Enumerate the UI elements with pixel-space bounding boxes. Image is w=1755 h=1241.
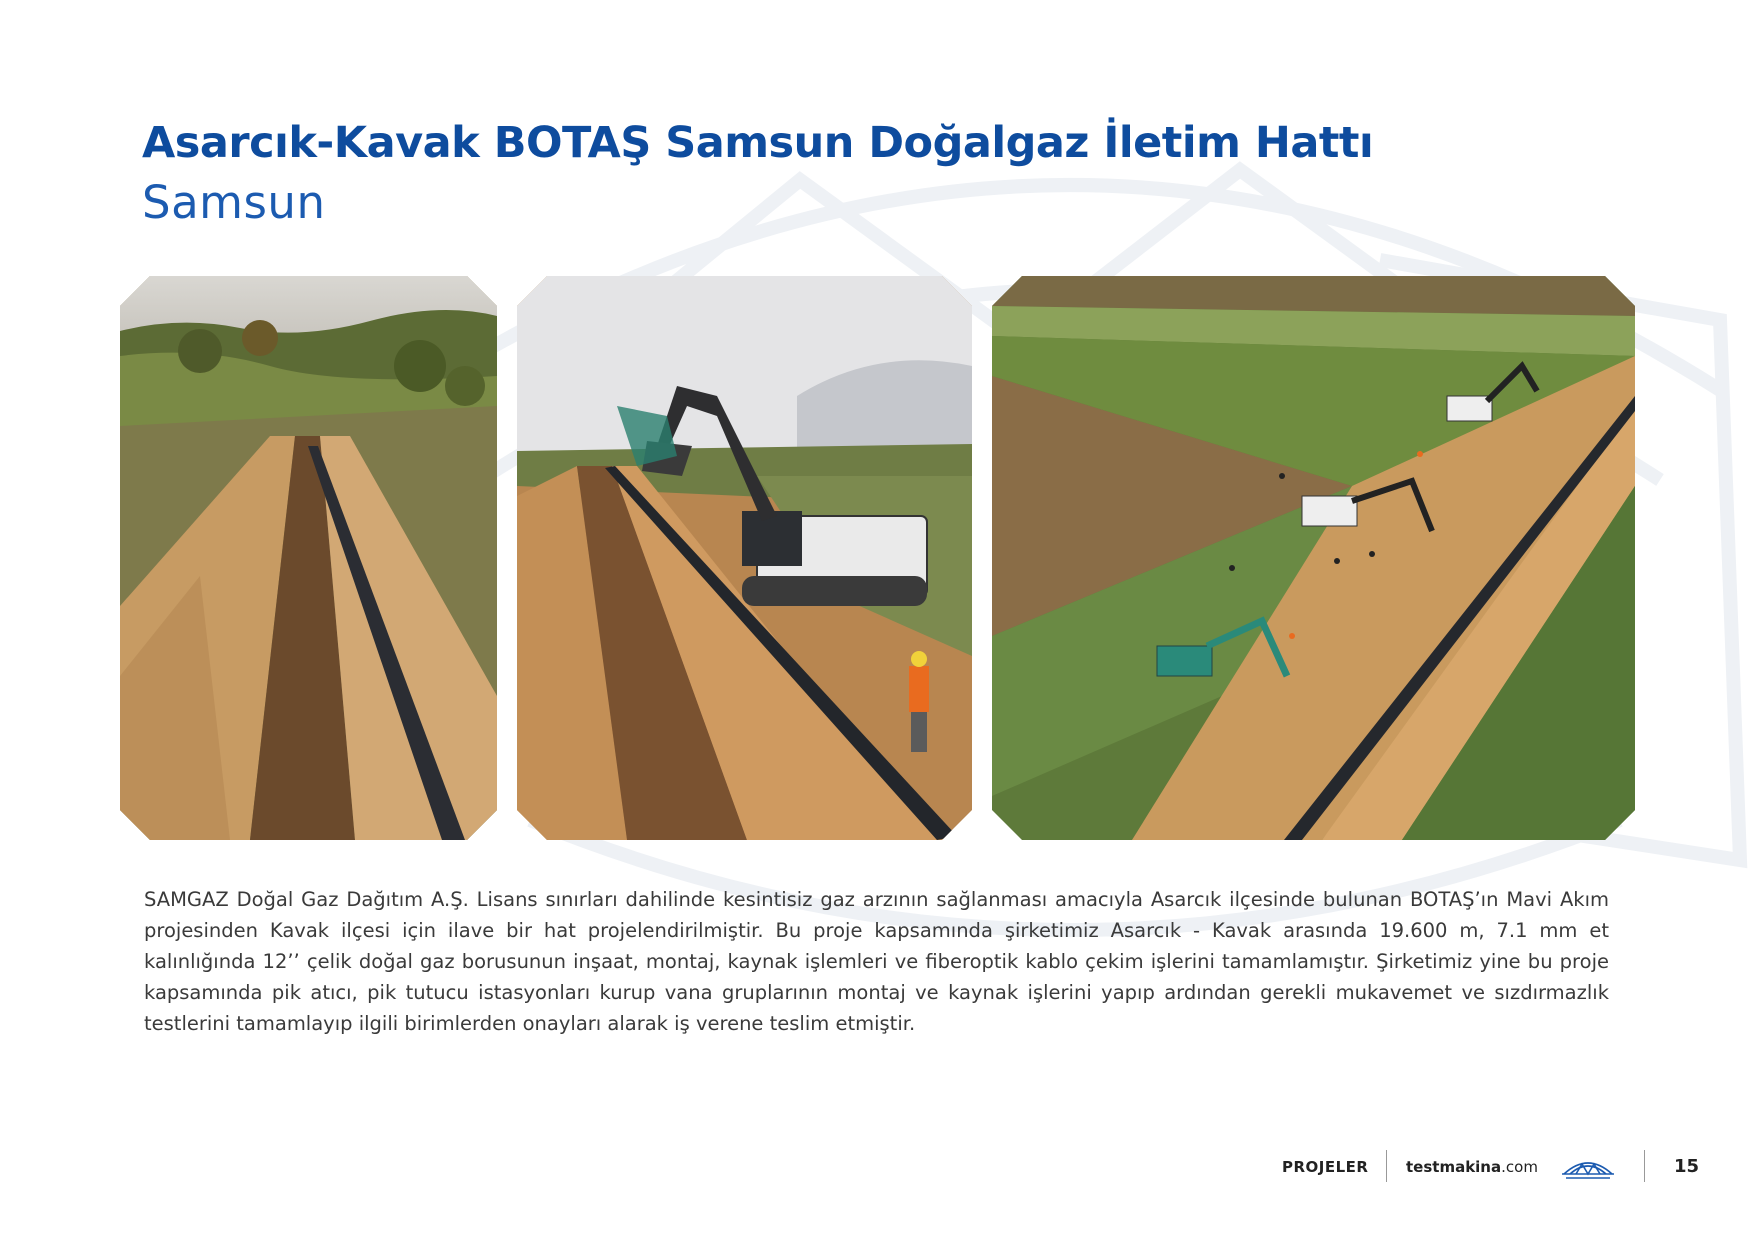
page-title: Asarcık-Kavak BOTAŞ Samsun Doğalgaz İletim Hattı (142, 118, 1374, 168)
footer-website (1406, 1158, 1538, 1176)
footer-website-name: testmakina (1406, 1158, 1502, 1176)
aerial-construction-photo (992, 276, 1635, 840)
footer-section-label: PROJELER (1282, 1158, 1369, 1176)
footer-website-suffix: .com (1501, 1158, 1538, 1176)
project-description: SAMGAZ Doğal Gaz Dağıtım A.Ş. Lisans sınırları dahilinde kesintisiz gaz arzının sağlanması amacıyla Asarcık ilçesinde bulunan BOTAŞ’ın Mavi Akım projesinden Kavak ilçesi için ilave bir hat projelendirilmiştir. Bu proje kapsamında şirketimiz Asarcık - Kavak arasında 19.600 m, 7.1 mm et kalınlığında 12’’ çelik doğal gaz borusunun inşaat, montaj, kaynak işlemleri ve fiberoptik kablo çekim işlerini tamamlamıştır. Şirketimiz yine bu proje kapsamında pik atıcı, pik tutucu istasyonları kurup vana gruplarının montaj ve kaynak işlerini yapıp ardından gerekli mukavemet ve sızdırmazlık testlerini tamamlayıp ilgili birimlerden onayları alarak iş verene teslim etmiştir. (144, 888, 1609, 1035)
excavator-pipe-laying-photo (517, 276, 972, 840)
page-footer (1270, 1148, 1700, 1184)
footer-divider (1644, 1150, 1645, 1182)
company-logo-icon (1560, 1152, 1616, 1180)
trench-pipeline-photo (120, 276, 497, 840)
footer-divider (1386, 1150, 1387, 1182)
page-subtitle: Samsun (142, 176, 326, 229)
page-number: 15 (1674, 1156, 1700, 1177)
